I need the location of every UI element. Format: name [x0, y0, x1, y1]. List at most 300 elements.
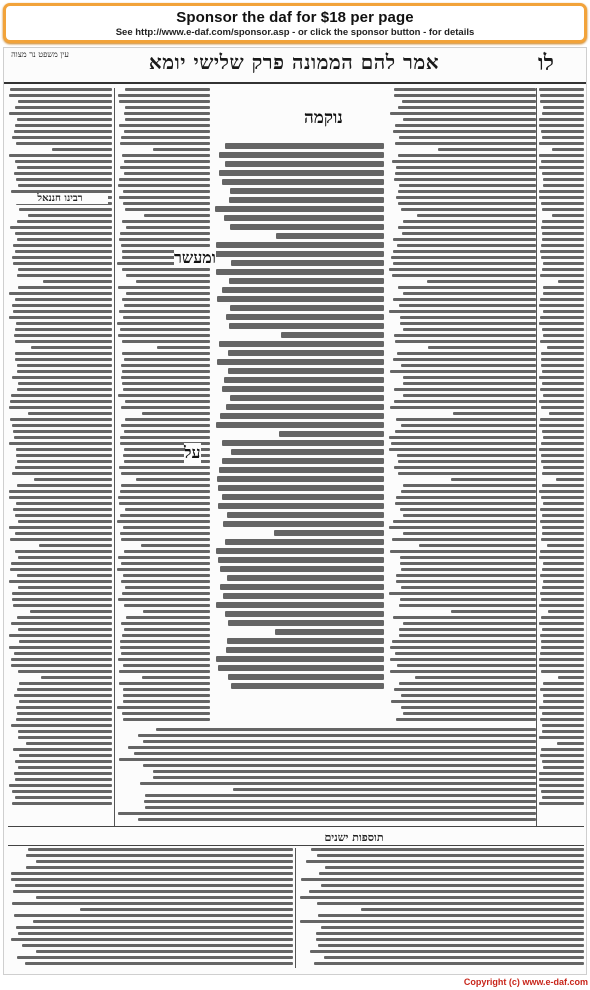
text-line	[397, 352, 536, 355]
text-line	[39, 544, 112, 547]
text-line	[118, 658, 210, 661]
text-line	[415, 676, 536, 679]
text-line	[541, 364, 584, 367]
text-line	[274, 530, 384, 536]
text-line	[399, 682, 536, 685]
page-number: לו	[538, 50, 554, 76]
text-line	[539, 556, 584, 559]
text-line	[15, 778, 112, 781]
text-line	[18, 184, 112, 187]
text-line	[117, 706, 210, 709]
text-line	[401, 364, 536, 367]
text-line	[145, 806, 536, 809]
sponsor-title[interactable]: Sponsor the daf for $18 per page	[176, 9, 414, 26]
text-line	[126, 226, 210, 229]
text-line	[541, 790, 584, 793]
text-line	[10, 418, 112, 421]
text-line	[14, 130, 112, 133]
text-line	[10, 88, 112, 91]
text-line	[542, 328, 584, 331]
text-line	[217, 296, 384, 302]
text-line	[119, 196, 210, 199]
text-lines	[116, 88, 210, 728]
text-line	[399, 304, 536, 307]
text-line	[389, 448, 536, 451]
text-line	[397, 454, 536, 457]
text-line	[417, 214, 536, 217]
text-line	[539, 772, 584, 775]
text-line	[395, 652, 536, 655]
text-line	[401, 694, 536, 697]
text-line	[311, 848, 584, 851]
text-lines	[538, 88, 584, 808]
text-line	[226, 647, 384, 653]
text-line	[222, 179, 384, 185]
text-line	[451, 478, 536, 481]
text-line	[125, 106, 210, 109]
text-line	[399, 184, 536, 187]
text-line	[119, 758, 536, 761]
text-line	[15, 340, 112, 343]
text-line	[394, 94, 536, 97]
text-line	[144, 214, 210, 217]
text-line	[126, 292, 210, 295]
text-line	[393, 520, 536, 523]
text-line	[140, 782, 536, 785]
text-line	[390, 406, 536, 409]
text-line	[122, 298, 210, 301]
text-line	[17, 574, 112, 577]
text-line	[215, 251, 384, 257]
text-line	[228, 674, 384, 680]
text-line	[11, 664, 112, 667]
text-line	[281, 332, 384, 338]
text-line	[14, 334, 112, 337]
text-line	[228, 620, 384, 626]
text-line	[391, 700, 536, 703]
text-line	[231, 683, 384, 689]
text-line	[122, 592, 210, 595]
text-line	[124, 430, 210, 433]
text-line	[541, 160, 584, 163]
text-line	[11, 394, 112, 397]
text-line	[120, 166, 210, 169]
text-line	[124, 358, 210, 361]
text-line	[123, 388, 210, 391]
text-line	[17, 220, 112, 223]
text-line	[398, 154, 536, 157]
text-line	[539, 322, 584, 325]
text-line	[17, 616, 112, 619]
text-line	[123, 664, 210, 667]
text-line	[539, 448, 584, 451]
text-line	[16, 926, 293, 929]
text-line	[552, 214, 584, 217]
text-line	[542, 370, 584, 373]
text-line	[543, 106, 584, 109]
text-line	[316, 932, 584, 935]
text-line	[118, 812, 536, 815]
text-line	[543, 394, 584, 397]
text-line	[17, 484, 112, 487]
text-line	[540, 250, 584, 253]
text-line	[120, 514, 210, 517]
text-line	[222, 287, 384, 293]
text-line	[403, 622, 536, 625]
text-line	[122, 268, 210, 271]
text-line	[316, 938, 584, 941]
text-lines	[214, 143, 384, 698]
text-line	[542, 760, 584, 763]
text-line	[118, 184, 210, 187]
text-line	[17, 274, 112, 277]
text-line	[122, 154, 210, 157]
text-line	[394, 178, 536, 181]
text-line	[18, 932, 293, 935]
text-line	[539, 124, 584, 127]
text-line	[319, 872, 584, 875]
text-line	[539, 706, 584, 709]
text-line	[15, 532, 112, 535]
text-line	[539, 490, 584, 493]
text-line	[17, 688, 112, 691]
text-line	[120, 436, 210, 439]
text-line	[389, 310, 536, 313]
text-line	[123, 190, 210, 193]
text-line	[543, 466, 584, 469]
text-line	[540, 100, 584, 103]
text-line	[393, 238, 536, 241]
text-line	[52, 148, 112, 151]
text-line	[390, 370, 536, 373]
text-line	[120, 646, 210, 649]
text-line	[9, 490, 112, 493]
text-line	[540, 508, 584, 511]
text-line	[9, 634, 112, 637]
text-line	[142, 676, 210, 679]
text-line	[26, 742, 112, 745]
text-line	[26, 866, 293, 869]
text-line	[325, 866, 584, 869]
text-line	[119, 178, 210, 181]
text-line	[231, 260, 384, 266]
text-line	[14, 172, 112, 175]
text-line	[396, 418, 536, 421]
text-line	[318, 944, 584, 947]
text-line	[16, 322, 112, 325]
text-line	[15, 514, 112, 517]
text-line	[542, 232, 584, 235]
text-line	[16, 454, 112, 457]
text-line	[15, 250, 112, 253]
copyright-notice[interactable]: Copyright (c) www.e-daf.com	[463, 977, 588, 987]
text-line	[552, 148, 584, 151]
text-line	[18, 736, 112, 739]
text-line	[122, 352, 210, 355]
text-line	[14, 772, 112, 775]
text-line	[541, 640, 584, 643]
text-line	[118, 286, 210, 289]
text-line	[18, 730, 112, 733]
text-line	[539, 664, 584, 667]
text-line	[400, 562, 536, 565]
section-divider	[8, 826, 584, 827]
text-line	[222, 386, 384, 392]
text-line	[15, 352, 112, 355]
text-line	[398, 202, 536, 205]
text-line	[539, 400, 584, 403]
text-line	[394, 466, 536, 469]
sponsor-details-link[interactable]: See http://www.e-daf.com/sponsor.asp - or click the sponsor button - for details	[115, 27, 475, 38]
text-line	[138, 818, 536, 821]
text-line	[318, 914, 584, 917]
text-line	[401, 208, 536, 211]
text-line	[218, 503, 384, 509]
text-line	[540, 316, 584, 319]
text-line	[36, 950, 293, 953]
text-line	[541, 460, 584, 463]
text-line	[17, 956, 293, 959]
text-line	[394, 688, 536, 691]
text-line	[400, 508, 536, 511]
text-line	[16, 178, 112, 181]
text-line	[30, 610, 112, 613]
text-line	[11, 878, 293, 881]
text-line	[539, 304, 584, 307]
text-line	[542, 712, 584, 715]
text-line	[9, 316, 112, 319]
text-line	[540, 274, 584, 277]
text-line	[540, 340, 584, 343]
text-line	[226, 404, 384, 410]
tosafot-yeshanim-heading: תוספות ישנים	[294, 831, 414, 844]
text-line	[123, 526, 210, 529]
text-line	[118, 94, 210, 97]
text-line	[403, 118, 536, 121]
text-line	[541, 616, 584, 619]
text-line	[33, 920, 293, 923]
text-line	[428, 346, 536, 349]
text-line	[392, 640, 536, 643]
text-line	[18, 766, 112, 769]
text-line	[19, 700, 112, 703]
text-line	[19, 754, 112, 757]
text-line	[222, 458, 384, 464]
text-line	[390, 550, 536, 553]
text-line	[14, 652, 112, 655]
text-line	[9, 646, 112, 649]
text-line	[17, 166, 112, 169]
text-line	[401, 568, 536, 571]
text-line	[19, 208, 112, 211]
text-line	[121, 472, 210, 475]
text-line	[543, 436, 584, 439]
text-line	[124, 172, 210, 175]
bottom-left-commentary	[8, 848, 293, 968]
text-line	[300, 920, 584, 923]
text-line	[228, 368, 384, 374]
text-line	[540, 550, 584, 553]
text-line	[539, 424, 584, 427]
section-divider	[8, 845, 584, 846]
text-line	[18, 670, 112, 673]
text-line	[122, 370, 210, 373]
text-line	[12, 472, 112, 475]
text-line	[539, 154, 584, 157]
section-heading-word: ומעשר	[174, 248, 216, 267]
text-line	[41, 676, 112, 679]
text-line	[218, 485, 384, 491]
text-line	[12, 790, 112, 793]
text-line	[402, 100, 536, 103]
text-line	[138, 734, 536, 737]
text-line	[12, 902, 293, 905]
text-line	[125, 400, 210, 403]
text-line	[11, 562, 112, 565]
text-line	[227, 575, 384, 581]
text-line	[539, 118, 584, 121]
text-line	[541, 748, 584, 751]
text-line	[540, 592, 584, 595]
text-line	[17, 712, 112, 715]
text-line	[401, 424, 536, 427]
text-line	[118, 394, 210, 397]
text-line	[153, 148, 210, 151]
text-line	[541, 130, 584, 133]
text-line	[539, 622, 584, 625]
text-line	[28, 214, 112, 217]
text-line	[119, 502, 210, 505]
text-line	[9, 496, 112, 499]
text-line	[9, 526, 112, 529]
text-line	[390, 646, 536, 649]
text-line	[397, 244, 536, 247]
text-line	[230, 395, 384, 401]
text-line	[119, 238, 210, 241]
text-line	[395, 340, 536, 343]
text-lines	[297, 848, 584, 968]
talmud-page-scan	[3, 47, 587, 975]
text-line	[394, 88, 536, 91]
text-line	[14, 914, 293, 917]
text-line	[31, 346, 112, 349]
text-line	[402, 232, 536, 235]
text-line	[558, 280, 584, 283]
text-line	[543, 286, 584, 289]
text-line	[398, 190, 536, 193]
text-line	[548, 610, 584, 613]
text-line	[222, 440, 384, 446]
text-line	[123, 316, 210, 319]
right-margin-notes	[538, 88, 584, 808]
text-line	[400, 316, 536, 319]
text-line	[12, 802, 112, 805]
text-line	[225, 161, 384, 167]
text-line	[539, 142, 584, 145]
text-line	[19, 682, 112, 685]
text-line	[451, 610, 536, 613]
text-line	[118, 334, 210, 337]
text-line	[543, 694, 584, 697]
text-line	[543, 580, 584, 583]
text-line	[542, 172, 584, 175]
text-line	[542, 430, 584, 433]
text-line	[220, 566, 384, 572]
text-line	[13, 748, 112, 751]
text-line	[124, 550, 210, 553]
text-line	[120, 640, 210, 643]
text-line	[18, 556, 112, 559]
text-line	[539, 736, 584, 739]
text-line	[26, 854, 293, 857]
text-line	[156, 728, 536, 731]
text-line	[118, 496, 210, 499]
text-line	[394, 388, 536, 391]
text-line	[391, 442, 536, 445]
text-line	[13, 430, 112, 433]
text-line	[438, 148, 536, 151]
text-line	[542, 238, 584, 241]
text-line	[216, 548, 384, 554]
text-line	[123, 688, 210, 691]
text-line	[540, 418, 584, 421]
text-line	[542, 208, 584, 211]
text-line	[389, 526, 536, 529]
text-line	[14, 436, 112, 439]
text-line	[542, 730, 584, 733]
text-line	[16, 448, 112, 451]
text-line	[222, 494, 384, 500]
text-line	[541, 358, 584, 361]
text-line	[539, 166, 584, 169]
text-line	[392, 538, 536, 541]
text-line	[80, 908, 293, 911]
text-line	[403, 220, 536, 223]
text-line	[543, 562, 584, 565]
text-line	[9, 292, 112, 295]
text-line	[400, 556, 536, 559]
text-line	[120, 328, 210, 331]
text-line	[539, 196, 584, 199]
text-line	[399, 628, 536, 631]
text-line	[300, 896, 584, 899]
text-line	[398, 286, 536, 289]
text-line	[124, 160, 210, 163]
sponsor-banner[interactable]	[3, 3, 587, 43]
text-line	[121, 244, 210, 247]
text-line	[17, 370, 112, 373]
text-line	[396, 574, 536, 577]
text-line	[540, 652, 584, 655]
lower-commentary-block	[116, 728, 536, 826]
text-line	[556, 478, 584, 481]
text-line	[321, 926, 584, 929]
opening-word: נוקמה	[304, 108, 343, 128]
text-line	[539, 376, 584, 379]
text-line	[17, 238, 112, 241]
text-line	[13, 310, 112, 313]
text-line	[224, 215, 384, 221]
text-line	[16, 706, 112, 709]
text-line	[17, 388, 112, 391]
text-line	[14, 694, 112, 697]
text-line	[542, 724, 584, 727]
text-line	[119, 100, 210, 103]
text-line	[216, 602, 384, 608]
text-line	[121, 406, 210, 409]
text-line	[540, 754, 584, 757]
text-line	[18, 382, 112, 385]
